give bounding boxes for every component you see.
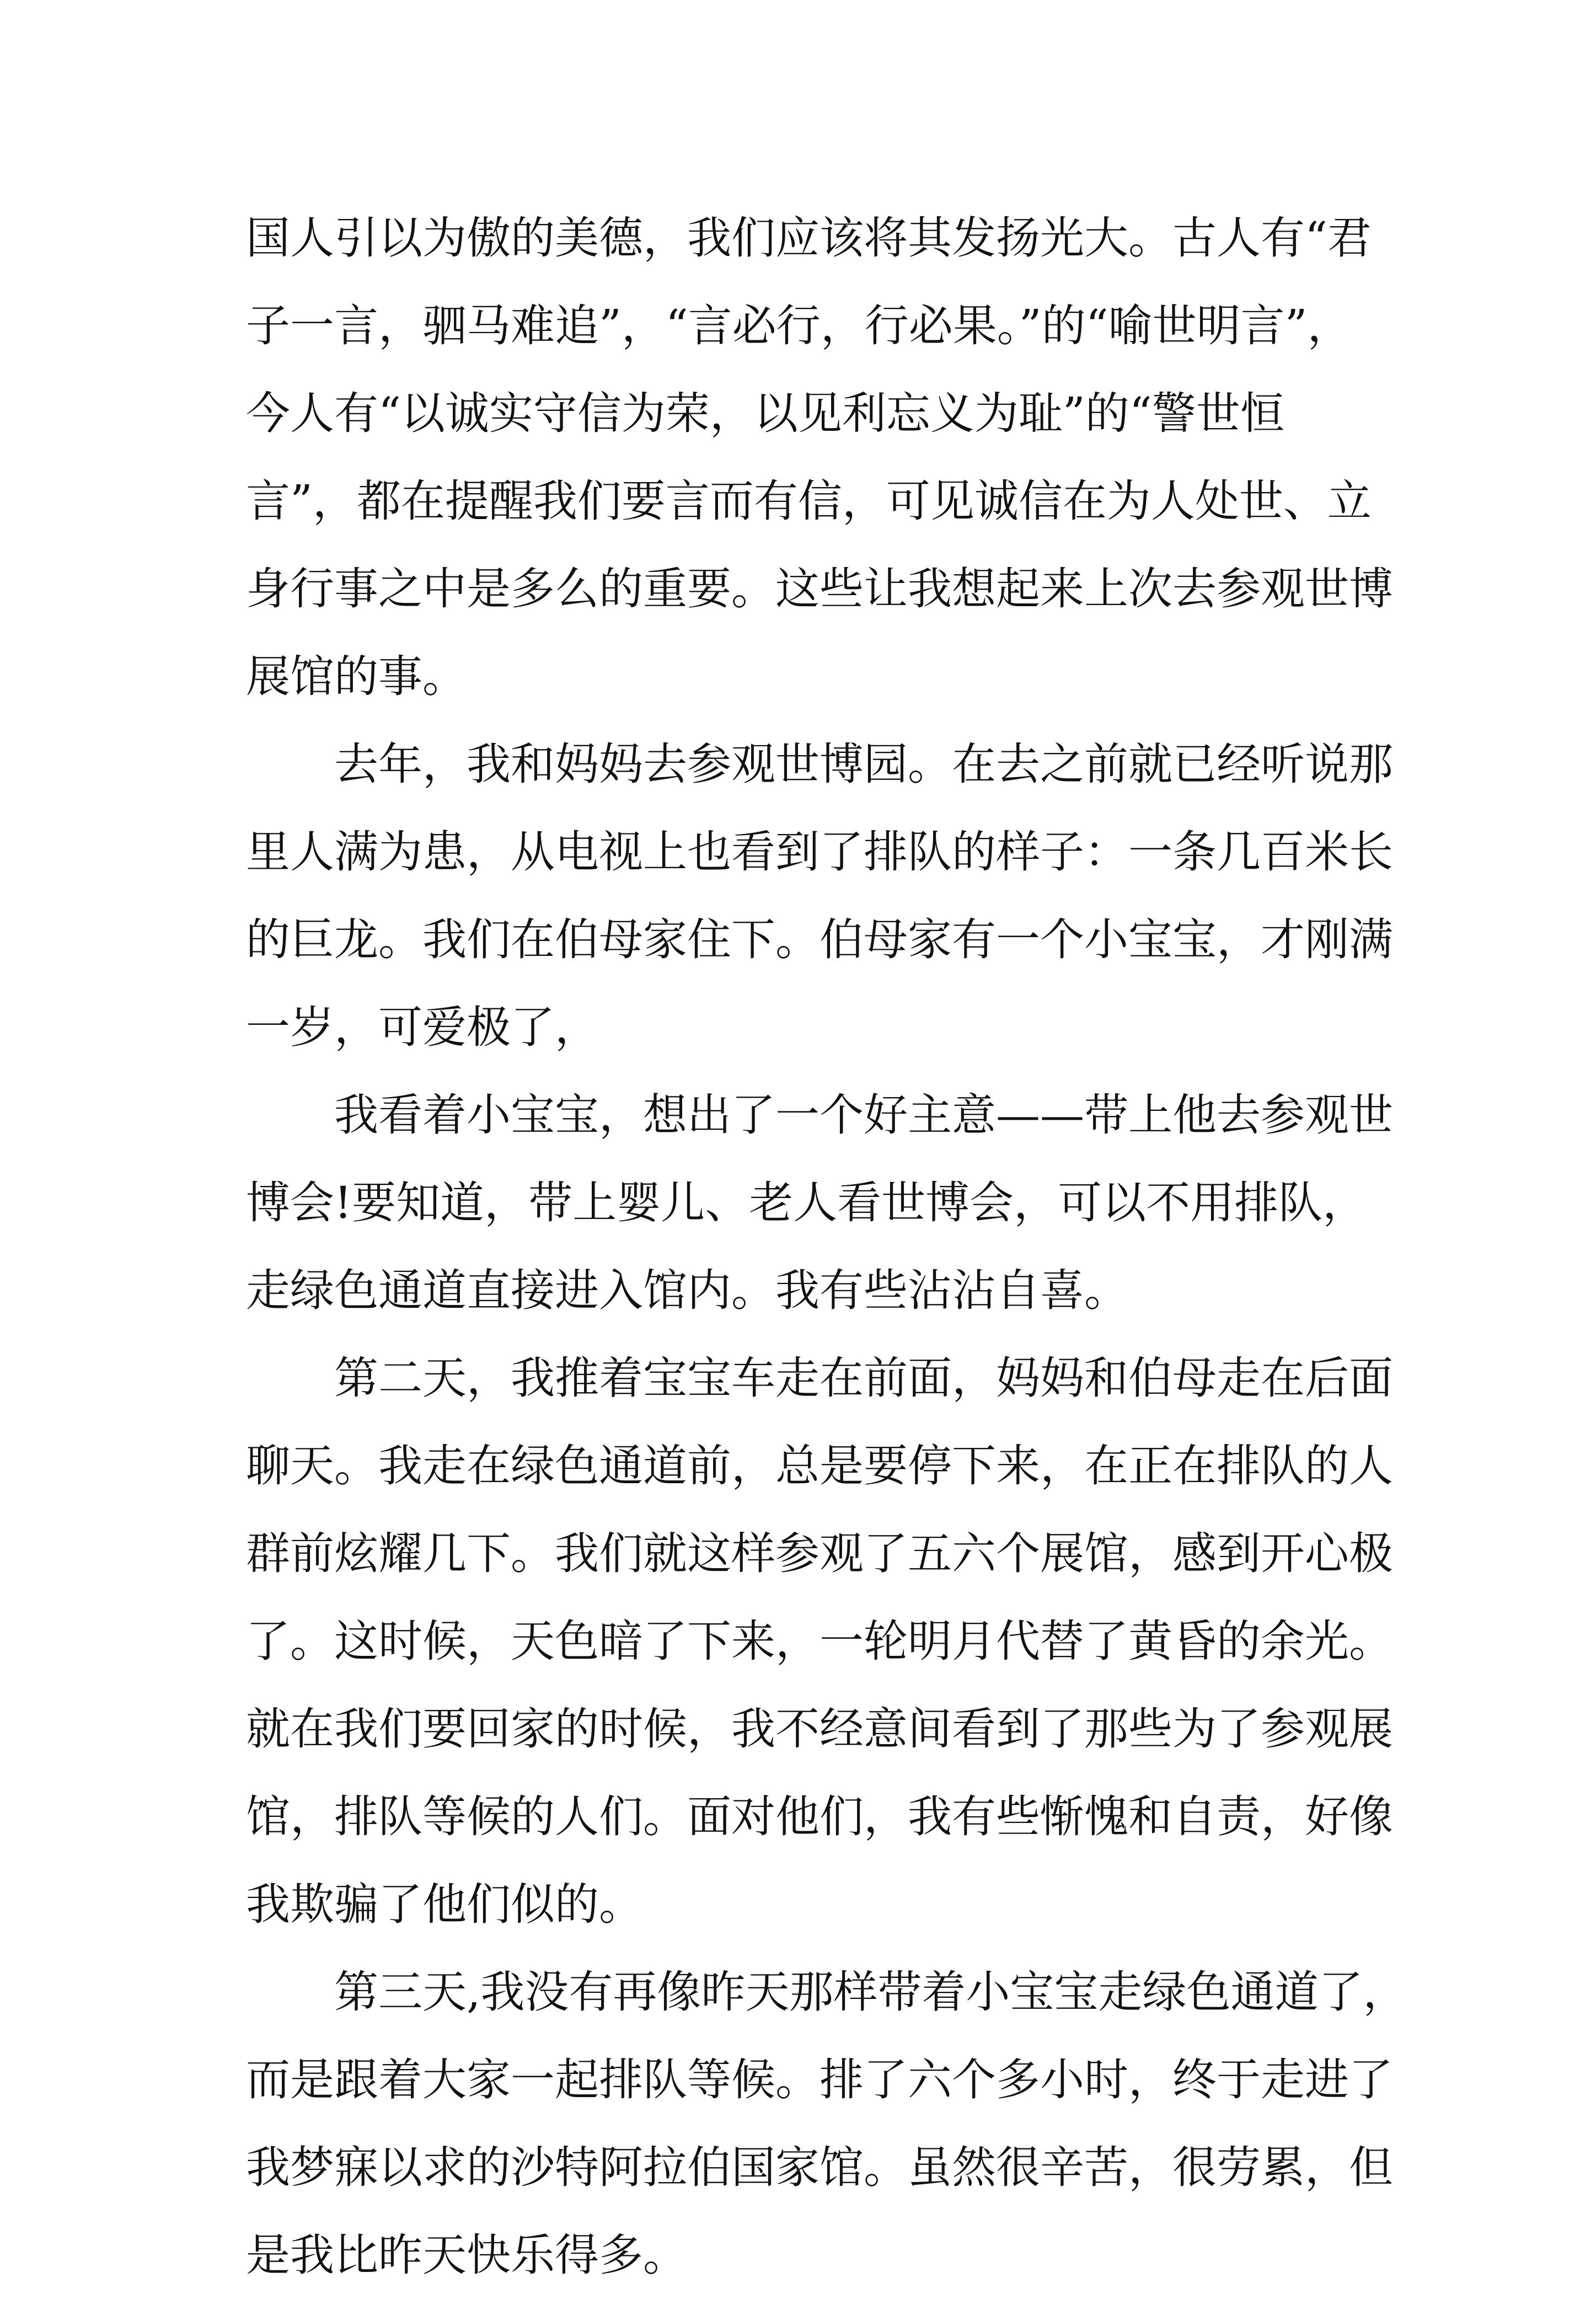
text-line: 群前炫耀几下。我们就这样参观了五六个展馆，感到开心极 bbox=[246, 1528, 1393, 1579]
document-body bbox=[246, 194, 1407, 2299]
text-line: 而是跟着大家一起排队等候。排了六个多小时，终于走进了 bbox=[246, 2054, 1393, 2105]
paragraph-start-line: 我看着小宝宝，想出了一个好主意——带上他去参观世 bbox=[334, 1089, 1393, 1141]
text-line: 国人引以为傲的美德，我们应该将其发扬光大。古人有“君 bbox=[246, 212, 1372, 264]
text-line: 一岁，可爱极了， bbox=[246, 1002, 599, 1053]
text-line: 我梦寐以求的沙特阿拉伯国家馆。虽然很辛苦，很劳累，但 bbox=[246, 2142, 1393, 2193]
text-line: 馆，排队等候的人们。面对他们，我有些惭愧和自责，好像 bbox=[246, 1791, 1393, 1842]
text-line: 聊天。我走在绿色通道前，总是要停下来，在正在排队的人 bbox=[246, 1440, 1393, 1491]
paragraph-start-line: 去年，我和妈妈去参观世博园。在去之前就已经听说那 bbox=[334, 739, 1393, 790]
text-line: 言”，都在提醒我们要言而有信，可见诚信在为人处世、立 bbox=[246, 475, 1372, 527]
text-line: 了。这时候，天色暗了下来，一轮明月代替了黄昏的余光。 bbox=[246, 1616, 1393, 1667]
text-line: 我欺骗了他们似的。 bbox=[246, 1879, 643, 1930]
text-line: 里人满为患，从电视上也看到了排队的样子：一条几百米长 bbox=[246, 826, 1393, 878]
text-line: 的巨龙。我们在伯母家住下。伯母家有一个小宝宝，才刚满 bbox=[246, 914, 1393, 965]
text-line: 就在我们要回家的时候，我不经意间看到了那些为了参观展 bbox=[246, 1703, 1393, 1755]
text-line: 博会!要知道，带上婴儿、老人看世博会，可以不用排队， bbox=[246, 1177, 1367, 1228]
paragraph-start-line: 第二天，我推着宝宝车走在前面，妈妈和伯母走在后面 bbox=[334, 1352, 1393, 1404]
text-line: 走绿色通道直接进入馆内。我有些沾沾自喜。 bbox=[246, 1265, 1128, 1316]
text-line: 展馆的事。 bbox=[246, 651, 467, 702]
text-line: 子一言，驷马难追”，“言必行，行必果。”的“喻世明言”， bbox=[246, 300, 1352, 351]
paragraph-start-line: 第三天,我没有再像昨天那样带着小宝宝走绿色通道了， bbox=[334, 1966, 1407, 2018]
text-line: 是我比昨天快乐得多。 bbox=[246, 2230, 687, 2281]
text-line: 今人有“以诚实守信为荣，以见利忘义为耻”的“警世恒 bbox=[246, 388, 1284, 439]
text-line: 身行事之中是多么的重要。这些让我想起来上次去参观世博 bbox=[246, 563, 1393, 614]
